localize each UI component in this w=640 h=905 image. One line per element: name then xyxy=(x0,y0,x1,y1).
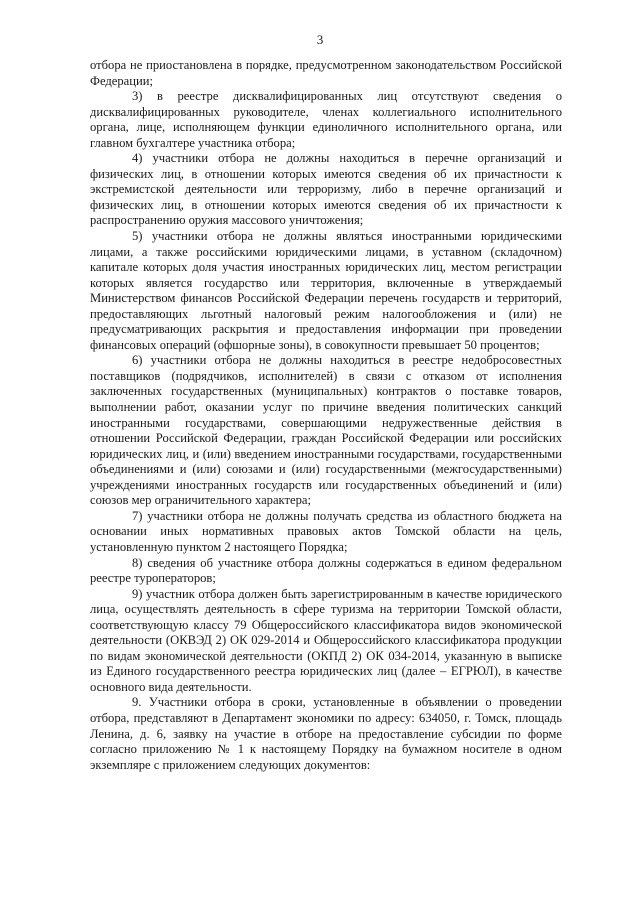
paragraph-item-9: 9) участник отбора должен быть зарегистрированным в качестве юридического лица, осуществлять деятельность в сфере туризма на территории Томской области, соответствующую классу 79 Общероссийского классификатора видов экономической деятельности (ОКВЭД 2) ОК 029-2014 и Общероссийского классификатора продукции по видам экономической деятельности (ОКПД 2) ОК 034-2014, указанную в выписке из Единого государственного реестра юридических лиц (далее – ЕГРЮЛ), в качестве основного вида деятельности. xyxy=(90,586,562,694)
paragraph-item-7: 7) участники отбора не должны получать средства из областного бюджета на основании иных нормативных правовых актов Томской области на цель, установленную пунктом 2 настоящего Порядка; xyxy=(90,508,562,554)
paragraph-section-9: 9. Участники отбора в сроки, установленные в объявлении о проведении отбора, представляют в Департамент экономики по адресу: 634050, г. Томск, площадь Ленина, д. 6, заявку на участие в отборе на предоставление субсидии по форме согласно приложению № 1 к настоящему Порядку на бумажном носителе в одном экземпляре с приложением следующих документов: xyxy=(90,695,562,772)
paragraph-item-8: 8) сведения об участнике отбора должны содержаться в едином федеральном реестре туроператоров; xyxy=(90,555,562,586)
page-number: 3 xyxy=(316,32,324,47)
paragraph-item-6: 6) участники отбора не должны находиться в реестре недобросовестных поставщиков (подрядчиков, исполнителей) в связи с отказом от исполнения заключенных государственных (муниципальных) контрактов о поставке товаров, выполнении работ, оказании услуг по причине введения политических санкций иностранными государствами, совершающими недружественные действия в отношении Российской Федерации, граждан Российской Федерации или российских юридических лиц, и (или) введением иностранными государствами, государственными объединениями и (или) союзами и (или) государственными (межгосударственными) учреждениями иностранных государств или государственных объединений и (или) союзов мер ограничительного характера; xyxy=(90,353,562,508)
paragraph-item-5: 5) участники отбора не должны являться иностранными юридическими лицами, а также российскими юридическими лицами, в уставном (складочном) капитале которых доля участия иностранных юридических лиц, местом регистрации которых является государство или территория, включенные в утверждаемый Министерством финансов Российской Федерации перечень государств и территорий, предоставляющих льготный налоговый режим налогообложения и (или) не предусматривающих раскрытия и предоставления информации при проведении финансовых операций (офшорные зоны), в совокупности превышает 50 процентов; xyxy=(90,229,562,352)
paragraph-continuation: отбора не приостановлена в порядке, предусмотренном законодательством Российской Федерации; xyxy=(90,58,562,88)
document-body xyxy=(90,58,562,773)
paragraph-item-3: 3) в реестре дисквалифицированных лиц отсутствуют сведения о дисквалифицированных руководителе, членах коллегиального исполнительного органа, лице, исполняющем функции единоличного исполнительного органа, или главном бухгалтере участника отбора; xyxy=(90,89,562,150)
paragraph-item-4: 4) участники отбора не должны находиться в перечне организаций и физических лиц, в отношении которых имеются сведения об их причастности к экстремистской деятельности или терроризму, либо в перечне организаций и физических лиц, в отношении которых имеются сведения об их причастности к распространению оружия массового уничтожения; xyxy=(90,151,562,228)
